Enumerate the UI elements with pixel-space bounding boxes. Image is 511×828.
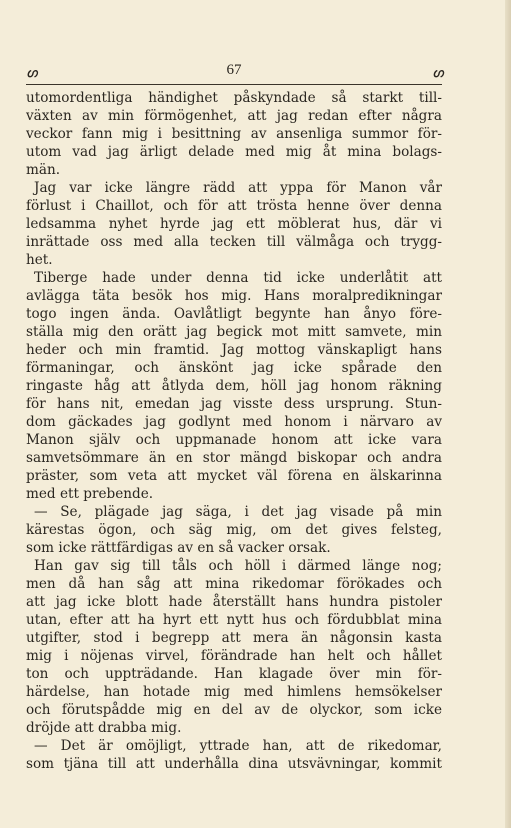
text-line: ringaste håg att åtlyda dem, höll jag honom räkning [26, 378, 442, 394]
text-line: het. [26, 252, 53, 268]
text-line: Manon själv och uppmanade honom att icke vara [26, 432, 442, 448]
ornament-right-icon: ഗ [432, 66, 442, 80]
text-line: utan, efter att ha hyrt ett nytt hus och fördubblat mina [26, 612, 442, 628]
text-line: att jag icke blott hade återställt hans hundra pistoler [26, 594, 442, 610]
text-line: och förutspådde mig en del av de olyckor, som icke [26, 702, 442, 718]
text-line: veckor fann mig i besittning av ansenliga summor för- [26, 126, 442, 142]
text-line: men då han såg att mina rikedomar förökades och [26, 576, 442, 592]
running-header [26, 62, 442, 84]
text-line: togo ingen ända. Oavlåtligt begynte han ånyo före- [26, 306, 442, 322]
page-number: 67 [226, 62, 242, 78]
text-line: heder och min framtid. Jag mottog vänskapligt hans [26, 342, 442, 358]
text-line: Han gav sig till tåls och höll i därmed länge nog; [34, 558, 442, 574]
text-line: utomordentliga händighet påskyndade så starkt till- [26, 90, 442, 106]
text-line: förmaningar, och änskönt jag icke spårade den [26, 360, 442, 376]
text-line: Jag var icke längre rädd att yppa för Manon vår [34, 180, 442, 196]
text-line: för hans nit, emedan jag visste dess ursprung. Stun- [26, 396, 442, 412]
text-line: kärestas ögon, och säg mig, om det gives felsteg, [26, 522, 442, 538]
text-line: utom vad jag ärligt delade med mig åt mina bolags- [26, 144, 442, 160]
text-line: män. [26, 162, 61, 178]
text-line: avlägga täta besök hos mig. Hans moralpredikningar [26, 288, 442, 304]
text-line: som tjäna till att underhålla dina utsvävningar, kommit [26, 756, 442, 772]
text-line: med ett prebende. [26, 486, 154, 502]
text-line: dom gäckades jag godlynt med honom i närvaro av [26, 414, 442, 430]
text-line: som icke rättfärdigas av en så vacker orsak. [26, 540, 331, 556]
text-line: präster, som veta att mycket väl förena en älskarinna [26, 468, 442, 484]
text-line: förlust i Chaillot, och för att trösta henne över denna [26, 198, 442, 214]
text-line: utgifter, stod i begrepp att mera än någonsin kasta [26, 630, 442, 646]
page-edge-shadow [505, 0, 511, 828]
text-line: — Det är omöjligt, yttrade han, att de rikedomar, [34, 738, 442, 754]
text-line: ställa mig den orätt jag begick mot mitt samvete, min [26, 324, 442, 340]
text-line: Tiberge hade under denna tid icke underlåtit att [34, 270, 442, 286]
text-line: härdelse, han hotade mig med himlens hemsökelser [26, 684, 442, 700]
body-text [26, 89, 442, 773]
text-line: ledsamma nyhet hyrde jag ett möblerat hus, där vi [26, 216, 442, 232]
text-line: ton och uppträdande. Han klagade över min för- [26, 666, 442, 682]
text-line: inrättade oss med alla tecken till välmåga och trygg- [26, 234, 442, 250]
text-line: dröjde att drabba mig. [26, 720, 182, 736]
text-line: mig i nöjenas virvel, förändrade han helt och hållet [26, 648, 442, 664]
text-line: — Se, plägade jag säga, i det jag visade på min [34, 504, 442, 520]
text-line: växten av min förmögenhet, att jag redan efter några [26, 108, 442, 124]
header-rule [26, 84, 442, 85]
text-line: samvetsömmare än en stor mängd biskopar och andra [26, 450, 442, 466]
ornament-left-icon: ഗ [26, 66, 36, 80]
